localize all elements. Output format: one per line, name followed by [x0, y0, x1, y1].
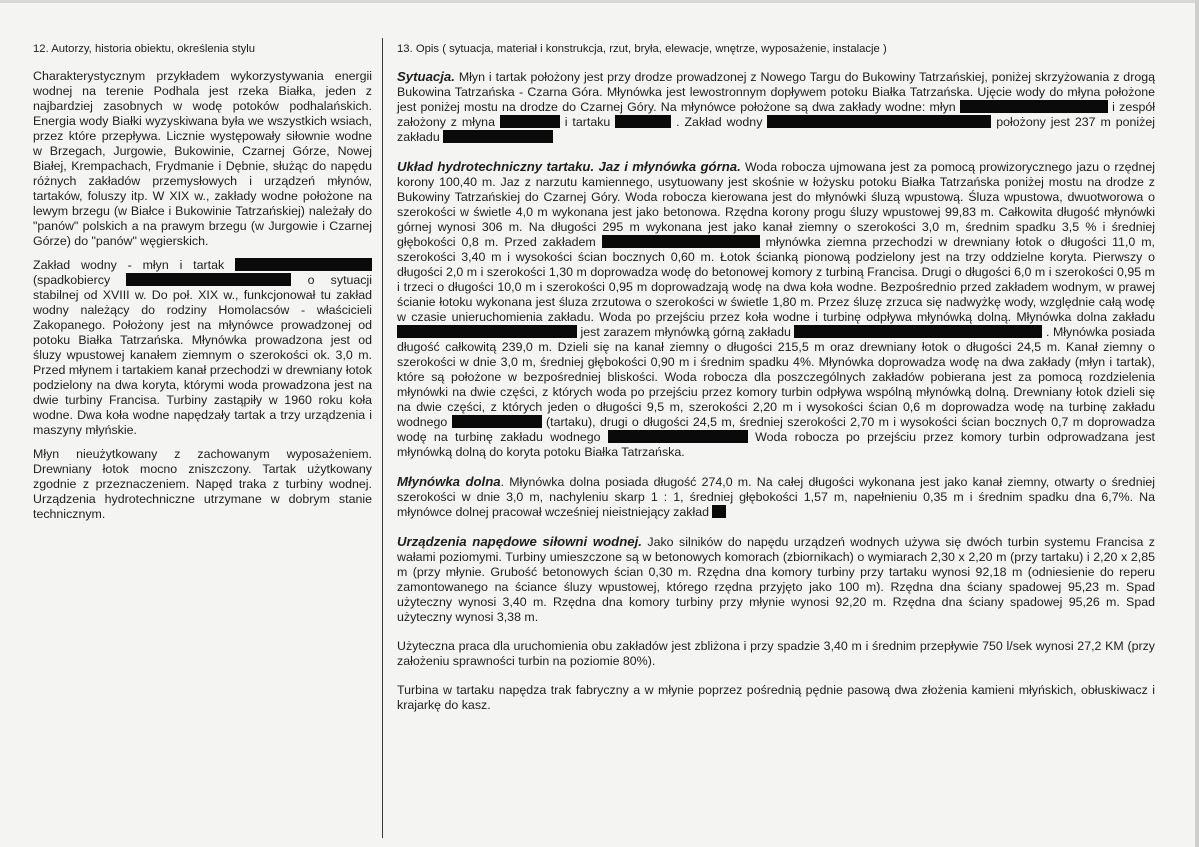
paragraph-history: Charakterystycznym przykładem wykorzystywania energii wodnej na terenie Podhala jest rzeka Białka, jeden z najbardziej zasobnych w wodę potoków podhalańskich. Energia wody Białki wyzyskiwana była we wszystkich wsiach, przez które przepływa. Licznie występowały siłownie wodne w Brzegach, Jurgowie, Bukowinie, Czarnej Górze, Nowej Białej, Krempachach, Frydmanie i Dębnie, służąc do napędu różnych zakładów przemysłowych i urządzeń młynów, tartaków, foluszy itp. W XIX w., zakłady wodne położone na lewym brzegu (w Białce i Bukowinie Tatrzańskiej) należały do "panów" polskich a na prawym brzegu (w Jurgowie i Czarnej Górze) do "panów" węgierskich.: [33, 69, 372, 248]
text-segment: Woda robocza po przejściu przez komory turbin odprowadzana jest młynówką dolną do koryta potoku Białka Tatrzańska.: [397, 430, 1155, 459]
text-segment: Młyn i tartak położony jest przy drodze prowadzonej z Nowego Targu do Bukowiny Tatrzańskiej, poniżej skrzyżowania z drogą Bukowina Tatrzańska - Czarna Góra. Młynówka jest lewostronnym dopływem potoku Białka Tatrzańska. Ujęcie wody do młyna położone jest poniżej mostu na drodze do Czarnej Góry. Na młynówce położone są dwa zakłady wodne: młyn: [397, 70, 1155, 114]
paragraph-lower-mill-race: [397, 474, 1155, 520]
redaction-block: [608, 430, 748, 443]
text-segment: położony jest 237 m poniżej zakładu: [397, 115, 1155, 144]
redaction-block: [794, 325, 1042, 338]
scan-edge: [0, 0, 1199, 3]
redaction-block: [712, 505, 726, 518]
column-divider: [382, 38, 383, 838]
scan-edge: [1195, 0, 1199, 847]
redaction-block: [397, 325, 577, 338]
section-heading: Sytuacja.: [397, 69, 455, 84]
text-segment: . Młynówka dolna posiada długość 274,0 m. Na całej długości wykonana jest jako kanał ziemny, otwarty o średniej szerokości w dnie 3,0 m, nachyleniu skarp 1 : 1, średniej głębokości 1,57 m, napełnieniu 0,35 m i średnim spadku dna 6,7%. Na młynówce dolnej pracował wcześniej nieistniejący zakład: [397, 475, 1155, 519]
redaction-block: [443, 130, 553, 143]
text-segment: (tartaku), drugi o długości 24,5 m, średniej szerokości 2,70 m i wysokości ścian bocznych 0,7 m doprowadza wodę na turbinę zakładu wodnego: [397, 415, 1155, 444]
redaction-block: [235, 258, 372, 271]
redaction-block: [602, 235, 760, 248]
text-segment: Zakład wodny - młyn i tartak: [33, 258, 225, 272]
section-header-13: 13. Opis ( sytuacja, materiał i konstrukcja, rzut, bryła, elewacje, wnętrze, wyposażenie, instalacje ): [397, 43, 887, 55]
paragraph-hydro-system: [397, 159, 1155, 460]
redaction-block: [500, 115, 560, 128]
paragraph-plant: [33, 258, 372, 438]
redaction-block: [126, 273, 291, 286]
redaction-block: [960, 100, 1108, 113]
paragraph-situation: [397, 69, 1155, 145]
left-column: [33, 42, 372, 531]
text-segment: jest zarazem młynówką górną zakładu: [580, 325, 791, 339]
text-segment: Jako silników do napędu urządzeń wodnych używa się dwóch turbin systemu Francisa z wałami poziomymi. Turbiny umieszczone są w betonowych komorach (zbiornikach) o wymiarach 2,30 x 2,20 m (przy tartaku) i 2,20 x 2,85 m (przy młynie. Grubość betonowych ścian 0,30 m. Rzędna dna komory turbiny przy tartaku wynosi 92,18 m (odniesienie do reperu zamontowanego na ściance śluzy wpustowej, którego rzędna przyjęto jako 100 m). Rzędna dna ściany spadowej 95,23 m. Spad użyteczny wynosi 3,40 m. Rzędna dna komory turbiny przy młynie wynosi 92,20 m. Rzędna dna ściany spadowej 95,26 m. Spad użyteczny wynosi 3,38 m.: [397, 535, 1155, 624]
text-segment: Woda robocza ujmowana jest za pomocą prowizorycznego jazu o rzędnej korony 100,40 m. Jaz z narzutu kamiennego, usytuowany jest skośnie w łożysku potoku Białka Tatrzańska poniżej mostu na drodze z Bukowiny Tatrzańskiej do Czarnej Góry. Woda robocza kierowana jest do młynówki śluzą wpustową. Śluza wpustowa, dwuotworowa o szerokości w świetle 4,0 m wykonana jest jako betonowa. Rzędna korony progu śluzy wpustowej 99,83 m. Całkowita długość młynówki górnej wynosi 306 m. Na długości 295 m wykonana jest jako kanał ziemny o szerokości 3,0 m, średnim spadku 3,5 % i średniej głębokości 0,8 m. Przed zakładem: [397, 160, 1155, 249]
paragraph-sawmill-turbine: Turbina w tartaku napędza trak fabryczny a w młynie poprzez pośrednią pędnie pasową dwa złożenia kamieni młyńskich, obłuskiwacz i krajarkę do kasz.: [397, 683, 1155, 712]
text-segment: i zespół założony z młyna: [397, 100, 1155, 129]
text-segment: o sytuacji stabilnej od XVIII w. Do poł. XIX w., funkcjonował tu zakład wodny należący do rodziny Homolacsów - właścicieli Zakopanego. Położony jest na młynówce prowadzonej od potoku Białka Tatrzańska. Młynówka prowadzona jest od śluzy wpustowej kanałem ziemnym o szerokości ok. 3,0 m. Przed młynem i tartakiem kanał przechodzi w drewniany łotok podzielony na dwa koryta, którymi woda prowadzona jest na dwie turbiny Francisa. Turbiny zastąpiły w 1960 roku koła wodne. Dwa koła wodne napędzały tartak a trzy urządzenia i maszyny młyńskie.: [33, 273, 372, 437]
paragraph-condition: Młyn nieużytkowany z zachowanym wyposażeniem. Drewniany łotok mocno zniszczony. Tartak użytkowany zgodnie z przeznaczeniem. Napęd traka z turbiny wodnej. Urządzenia hydrotechniczne utrzymane w dobrym stanie technicznym.: [33, 447, 372, 521]
text-segment: . Młynówka posiada długość całkowitą 239,0 m. Dzieli się na kanał ziemny o długości 215,5 m oraz drewniany łotok o długości 24,5 m. Kanał ziemny o szerokości w dnie 3,0 m, średniej głębokości 0,90 m i średnim spadku 4%. Młynówka doprowadza wodę na dwa zakłady (młyn i tartak), które są położone w bezpośredniej bliskości. Woda robocza dla poszczególnych zakładów pobierana jest za pomocą rozdzielenia młynówki na dwie części, z których woda po przejściu przez komory turbin odpływa wspólną młynówką dolną. Drewniany łotok dzieli się na dwie części, z których jeden o długości 9,5 m, szerokości 2,20 m i wysokości ścian 0,6 m doprowadza wodę na turbinę zakładu wodnego: [397, 325, 1155, 429]
redaction-block: [452, 415, 542, 428]
text-segment: i tartaku: [564, 115, 611, 129]
section-heading: Układ hydrotechniczny tartaku. Jaz i młynówka górna.: [397, 159, 741, 174]
right-column: [397, 42, 1155, 721]
redaction-block: [767, 115, 991, 128]
text-segment: młynówka ziemna przechodzi w drewniany łotok o długości 11,0 m, szerokości 3,40 m i wysokości ścian bocznych 0,60 m. Łotok ścianką pionową podzielony jest na trzy oddzielne koryta. Pierwszy o długości 2,0 m i szerokości 1,30 m doprowadza wodę do betonowej komory z turbiną Francisa. Drugi o długości 6,0 m i szerokości 0,95 m i trzeci o długości 10,0 m i szerokości 0,95 m doprowadzają wodę na dwa koła wodne. Bezpośrednio przed zakładem wodnym, w prawej ścianie łotoku wykonana jest śluza zrzutowa o szerokości w świetle 1,80 m. Przez śluzę zrzuca się nadwyżkę wody, względnie całą wodę w czasie unieruchomienia zakładu. Woda po przejściu przez koła wodne i turbinę odpływa młynówką dolną. Młynówka dolna zakładu: [397, 235, 1155, 324]
text-segment: (spadkobiercy: [33, 273, 111, 287]
section-heading: Młynówka dolna: [397, 474, 501, 489]
paragraph-drive-equipment: [397, 534, 1155, 625]
redaction-block: [615, 115, 671, 128]
paragraph-useful-power: Użyteczna praca dla uruchomienia obu zakładów jest zbliżona i przy spadzie 3,40 m i średnim przepływie 750 l/sek wynosi 27,2 KM (przy założeniu sprawności turbin na poziomie 80%).: [397, 639, 1155, 668]
section-heading: Urządzenia napędowe siłowni wodnej.: [397, 534, 642, 549]
text-segment: . Zakład wodny: [676, 115, 763, 129]
section-header-12: 12. Autorzy, historia obiektu, określenia stylu: [33, 43, 256, 55]
